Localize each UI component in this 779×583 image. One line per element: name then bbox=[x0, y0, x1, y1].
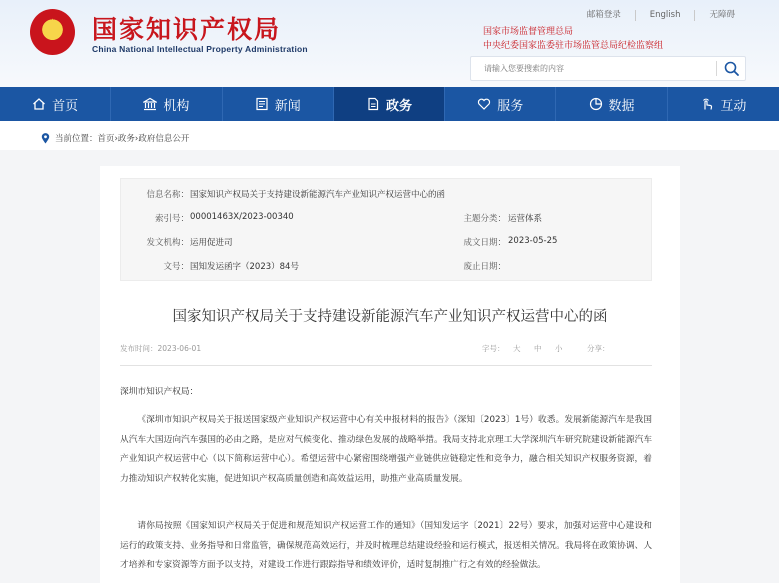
info-name-label: 信息名称： bbox=[146, 190, 189, 200]
accessibility-link[interactable]: 无障碍 bbox=[694, 10, 749, 21]
topic-value: 运营体系 bbox=[508, 214, 543, 224]
main-nav bbox=[0, 87, 779, 121]
location-pin-icon bbox=[41, 133, 50, 144]
share-label: 分享： bbox=[587, 344, 610, 353]
nav-item-news[interactable] bbox=[223, 87, 334, 121]
font-size-medium-button[interactable]: 中 bbox=[534, 344, 542, 353]
agency-link-samr[interactable]: 国家市场监督管理总局 bbox=[483, 27, 574, 37]
nav-label-institution: 机构 bbox=[163, 98, 190, 114]
topic-label: 主题分类： bbox=[463, 214, 506, 224]
index-label: 索引号： bbox=[154, 214, 189, 224]
info-name-value: 国家知识产权局关于支持建设新能源汽车产业知识产权运营中心的函 bbox=[190, 190, 446, 200]
nav-label-affairs: 政务 bbox=[385, 98, 412, 114]
site-title-cn[interactable]: 国家知识产权局 bbox=[92, 15, 282, 44]
mail-login-link[interactable]: 邮箱登录 bbox=[586, 10, 621, 20]
font-size-small-button[interactable]: 小 bbox=[555, 344, 563, 353]
article-paragraph-2: 请你局按照《国家知识产权局关于促进和规范知识产权运营工作的通知》（国知发运字〔2021〕22号）要求，加强对运营中心建设和运行的政策支持、业务指导和日常监管，确保规范高效运行，并及时梳理总结建设经验和运行模式，报送相关情况。我局将在政策协调、人才培养和专家资源等方面予以支持，对建设工作进行跟踪指导和绩效评价，适时复制推广行之有效的经验做法。 bbox=[120, 521, 652, 570]
breadcrumb bbox=[41, 132, 189, 144]
meta-row-docno bbox=[121, 260, 653, 278]
home-icon bbox=[32, 97, 46, 111]
search-icon[interactable] bbox=[723, 60, 741, 78]
nav-item-service[interactable] bbox=[445, 87, 556, 121]
nav-label-news: 新闻 bbox=[274, 98, 301, 114]
date-value: 2023-05-25 bbox=[508, 236, 558, 246]
nav-item-interaction[interactable] bbox=[668, 87, 779, 121]
nav-label-service: 服务 bbox=[497, 98, 524, 114]
agency-link-discipline[interactable]: 中央纪委国家监委驻市场监管总局纪检监察组 bbox=[483, 41, 664, 51]
article-paragraph-1: 《深圳市知识产权局关于报送国家级产业知识产权运营中心有关申报材料的报告》（深知〔2023〕1号）收悉。发展新能源汽车是我国从汽车大国迈向汽车强国的必由之路，是应对气候变化、推动绿色发展的战略举措。我局支持北京理工大学深圳汽车研究院建设新能源汽车产业知识产权运营中心（以下简称运营中心）。希望运营中心紧密围绕增强产业链供应链稳定性和竞争力，融合相关知识产权服务资源，着力推动知识产权转化实施，促进知识产权高质量创造和高效益运用，助推产业高质量发展。 bbox=[120, 415, 652, 484]
index-value: 00001463X/2023-00340 bbox=[190, 212, 294, 222]
breadcrumb-prefix: 当前位置： bbox=[55, 134, 98, 144]
national-emblem-logo[interactable]: ★ bbox=[30, 9, 75, 55]
nav-label-home: 首页 bbox=[52, 98, 79, 114]
nav-item-home[interactable] bbox=[0, 87, 111, 121]
breadcrumb-path[interactable]: 首页›政务›政府信息公开 bbox=[97, 134, 190, 144]
nav-label-data: 数据 bbox=[608, 98, 635, 114]
search-input[interactable] bbox=[471, 57, 716, 80]
nav-item-affairs[interactable] bbox=[334, 87, 445, 121]
publish-date: 发布时间：2023-06-01 bbox=[120, 344, 202, 353]
service-icon bbox=[477, 97, 491, 111]
document-info-table bbox=[120, 178, 652, 281]
font-size-label: 字号： bbox=[482, 344, 505, 353]
article-divider bbox=[120, 365, 652, 366]
meta-row-index bbox=[121, 212, 653, 230]
search-divider bbox=[716, 61, 717, 76]
english-link[interactable]: English bbox=[635, 10, 695, 21]
search-box bbox=[470, 56, 746, 81]
nav-item-institution[interactable] bbox=[111, 87, 222, 121]
org-value: 运用促进司 bbox=[190, 238, 233, 248]
meta-row-name bbox=[121, 188, 653, 206]
top-links bbox=[573, 10, 749, 21]
expire-label: 废止日期： bbox=[463, 262, 506, 272]
article-salutation: 深圳市知识产权局： bbox=[120, 387, 199, 397]
site-header bbox=[0, 0, 779, 87]
nav-label-interaction: 互动 bbox=[720, 98, 747, 114]
article-title: 国家知识产权局关于支持建设新能源汽车产业知识产权运营中心的函 bbox=[172, 309, 608, 325]
org-label: 发文机构： bbox=[146, 238, 189, 248]
font-size-large-button[interactable]: 大 bbox=[513, 344, 521, 353]
institution-icon bbox=[143, 97, 157, 111]
site-title-en: China National Intellectual Property Administration bbox=[92, 44, 308, 54]
meta-row-org bbox=[121, 236, 653, 254]
article-info-bar bbox=[120, 343, 652, 356]
doc-no-label: 文号： bbox=[163, 262, 189, 272]
news-icon bbox=[255, 97, 269, 111]
nav-item-data[interactable] bbox=[556, 87, 667, 121]
data-icon bbox=[589, 97, 603, 111]
doc-no-value: 国知发运函字（2023）84号 bbox=[190, 262, 299, 272]
interaction-icon bbox=[700, 97, 714, 111]
date-label: 成文日期： bbox=[463, 238, 506, 248]
affairs-icon bbox=[366, 97, 380, 111]
